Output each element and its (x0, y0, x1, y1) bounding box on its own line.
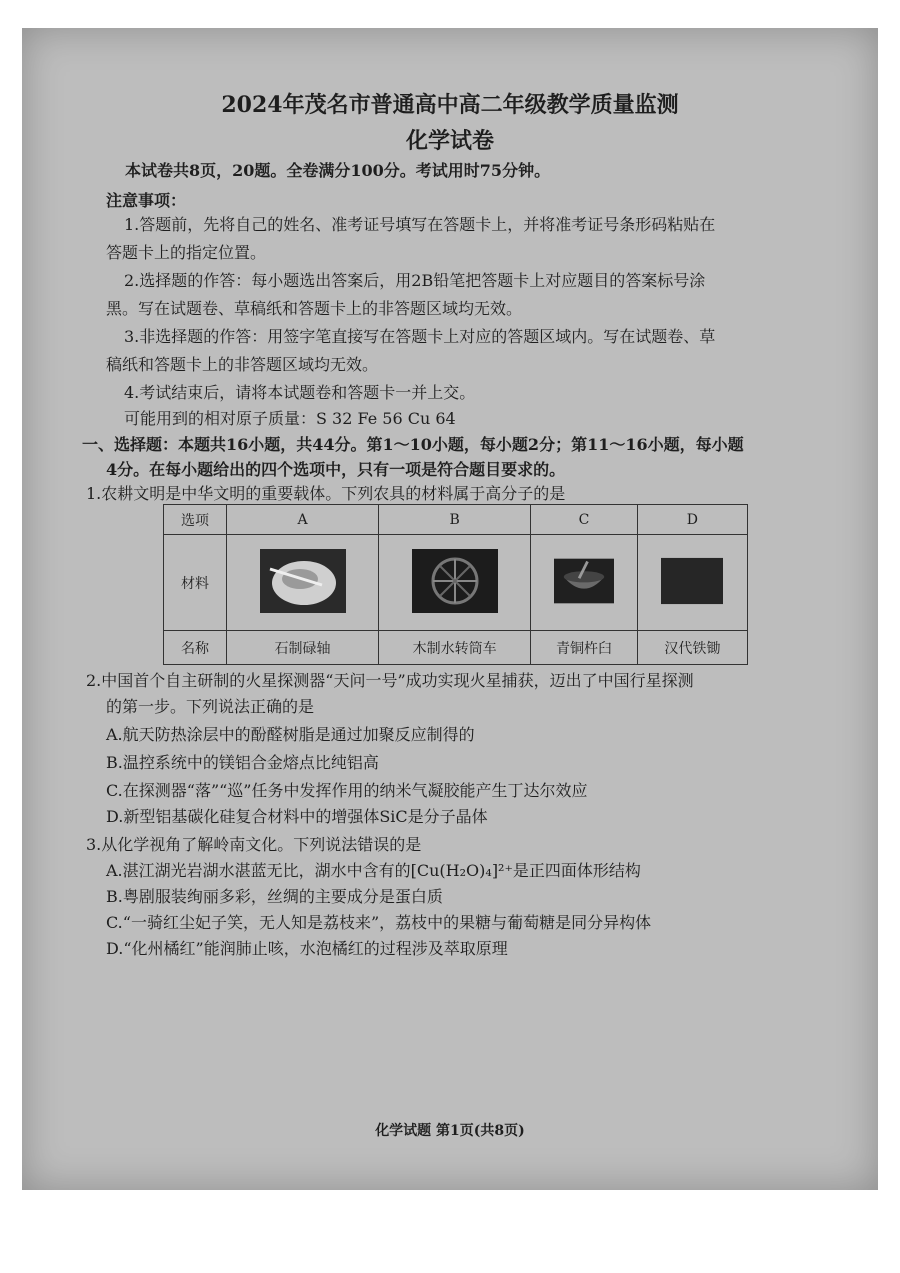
section1-heading-a: 一、选择题：本题共16小题，共44分。第1～10小题，每小题2分；第11～16小题，每小题 (82, 435, 744, 454)
q3-option-c: C.“一骑红尘妃子笑，无人知是荔枝来”，荔枝中的果糖与葡萄糖是同分异构体 (106, 913, 652, 932)
note-3a: 3.非选择题的作答：用签字笔直接写在答题卡上对应的答题区域内。写在试题卷、草 (124, 327, 716, 346)
iron-hoe-image (661, 544, 723, 618)
bronze-mortar-image (554, 549, 614, 613)
q2-option-d: D.新型铝基碳化硅复合材料中的增强体SiC是分子晶体 (106, 807, 488, 826)
q2-option-a: A.航天防热涂层中的酚醛树脂是通过加聚反应制得的 (106, 725, 475, 744)
q2-option-c: C.在探测器“落”“巡”任务中发挥作用的纳米气凝胶能产生丁达尔效应 (106, 781, 588, 800)
notes-heading: 注意事项： (106, 191, 187, 210)
option-a-photo (227, 535, 379, 631)
note-2b: 黑。写在试题卷、草稿纸和答题卡上的非答题区域均无效。 (106, 299, 523, 318)
q3-option-a: A.湛江湖光岩湖水湛蓝无比，湖水中含有的[Cu(H₂O)₄]²⁺是正四面体形结构 (106, 861, 641, 880)
exam-subtitle: 化学试卷 (405, 128, 494, 154)
option-b-photo (379, 535, 531, 631)
section1-heading-b: 4分。在每小题给出的四个选项中，只有一项是符合题目要求的。 (106, 460, 566, 479)
option-b-name: 木制水转筒车 (379, 631, 531, 665)
option-c-name: 青铜杵臼 (531, 631, 638, 665)
q3-option-d: D.“化州橘红”能润肺止咳，水泡橘红的过程涉及萃取原理 (106, 939, 508, 958)
q2-option-b: B.温控系统中的镁铝合金熔点比纯铝高 (106, 753, 379, 772)
option-a-letter: A (227, 505, 379, 535)
exam-title: 2024年茂名市普通高中高二年级教学质量监测 (221, 92, 679, 118)
stone-roller-image (260, 549, 346, 613)
q2-stem-b: 的第一步。下列说法正确的是 (106, 697, 315, 716)
q1-stem: 1.农耕文明是中华文明的重要载体。下列农具的材料属于高分子的是 (86, 484, 566, 503)
option-a-name: 石制碌轴 (227, 631, 379, 665)
option-c-photo (531, 535, 638, 631)
q2-stem-a: 2.中国首个自主研制的火星探测器“天问一号”成功实现火星捕获，迈出了中国行星探测 (86, 671, 694, 690)
row-header-material: 材料 (164, 535, 227, 631)
row-header-name: 名称 (164, 631, 227, 665)
q3-stem: 3.从化学视角了解岭南文化。下列说法错误的是 (86, 835, 422, 854)
note-1a: 1.答题前，先将自己的姓名、准考证号填写在答题卡上，并将准考证号条形码粘贴在 (124, 215, 716, 234)
atomic-mass-line: 可能用到的相对原子质量：S 32 Fe 56 Cu 64 (124, 409, 456, 428)
note-4: 4.考试结束后，请将本试题卷和答题卡一并上交。 (124, 383, 476, 402)
option-d-photo (637, 535, 747, 631)
note-1b: 答题卡上的指定位置。 (106, 243, 267, 262)
q1-material-table (163, 504, 748, 665)
option-b-letter: B (379, 505, 531, 535)
note-3b: 稿纸和答题卡上的非答题区域均无效。 (106, 355, 379, 374)
q3-option-b: B.粤剧服装绚丽多彩，丝绸的主要成分是蛋白质 (106, 887, 443, 906)
note-2a: 2.选择题的作答：每小题选出答案后，用2B铅笔把答题卡上对应题目的答案标号涂 (124, 271, 706, 290)
option-d-name: 汉代铁锄 (637, 631, 747, 665)
option-d-letter: D (637, 505, 747, 535)
page-footer: 化学试题 第1页(共8页) (375, 1123, 525, 1139)
water-wheel-image (412, 549, 498, 613)
intro-line: 本试卷共8页，20题。全卷满分100分。考试用时75分钟。 (125, 161, 551, 180)
row-header-option: 选项 (164, 505, 227, 535)
option-c-letter: C (531, 505, 638, 535)
